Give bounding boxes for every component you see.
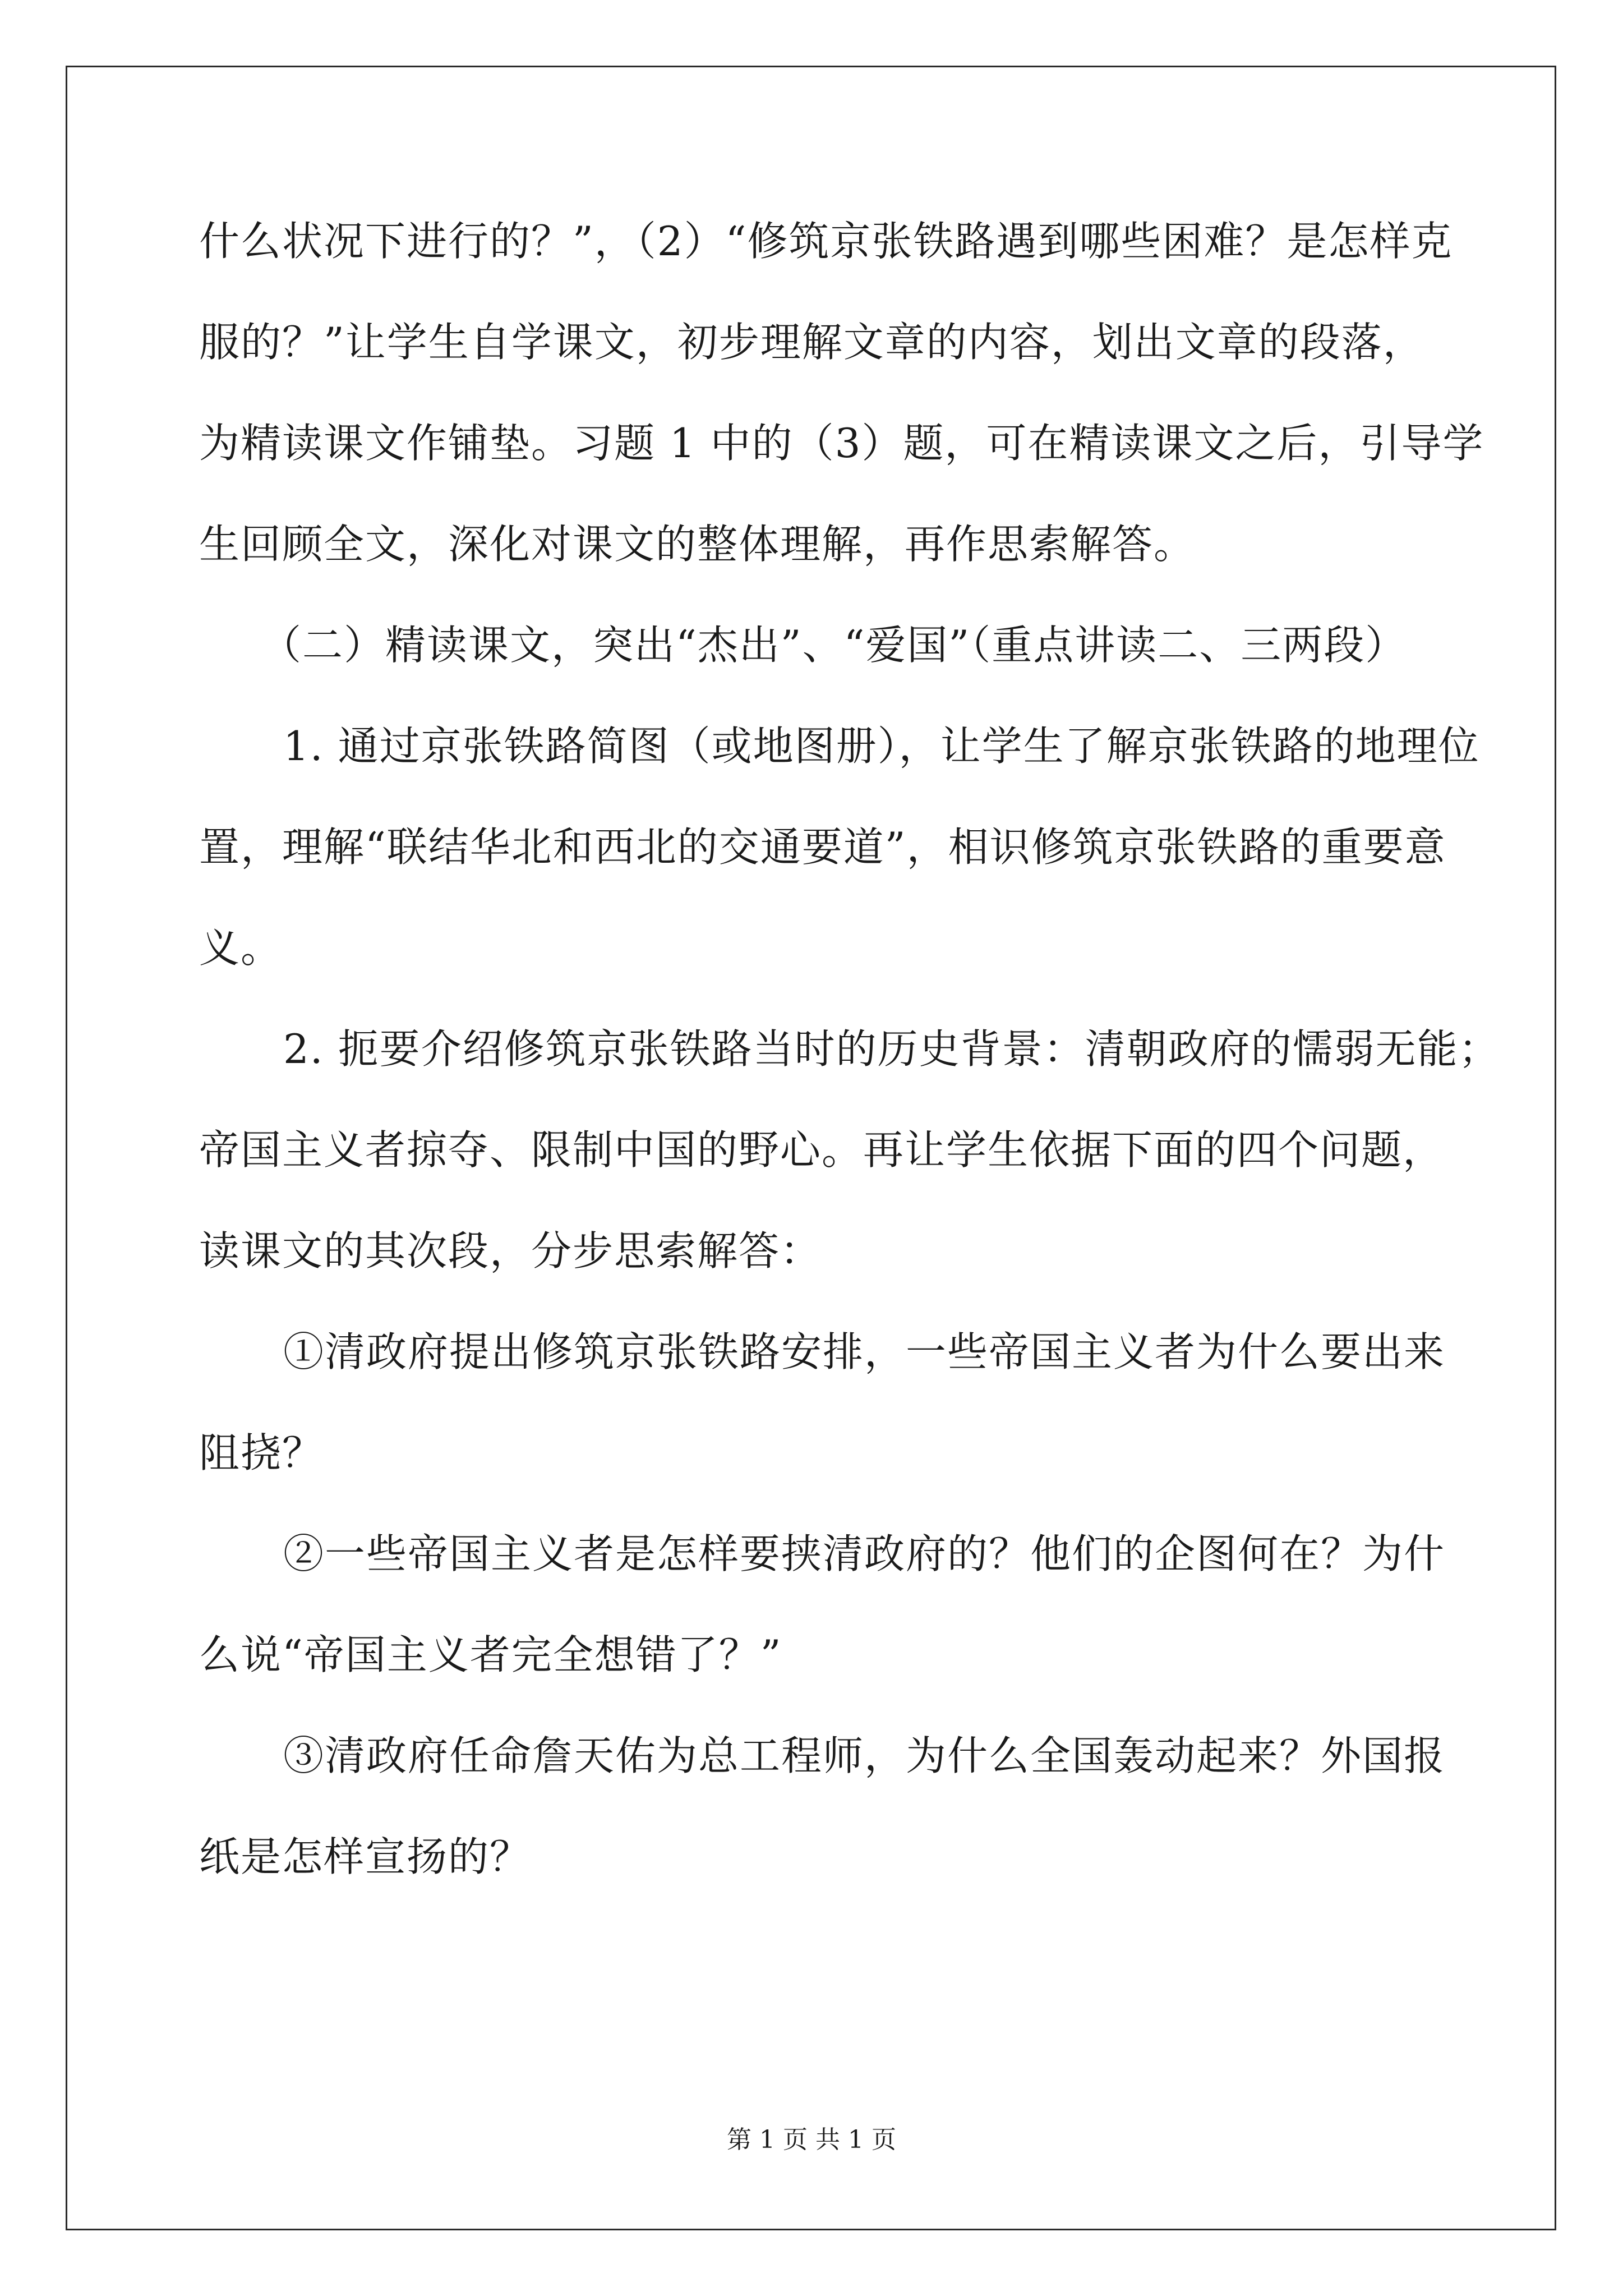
text-line: 服的？”让学生自学课文，初步理解文章的内容，划出文章的段落，	[199, 319, 1424, 366]
text-line: 么说“帝国主义者完全想错了？”	[199, 1631, 782, 1678]
text-line: 置，理解“联结华北和西北的交通要道”，相识修筑京张铁路的重要意	[199, 823, 1446, 871]
text-line: 2. 扼要介绍修筑京张铁路当时的历史背景：清朝政府的懦弱无能；	[283, 1025, 1500, 1073]
text-line: 帝国主义者掠夺、限制中国的野心。再让学生依据下面的四个问题，	[199, 1126, 1445, 1174]
text-line: 生回顾全文，深化对课文的整体理解，再作思索解答。	[199, 521, 1196, 568]
text-line: 为精读课文作铺垫。习题 1 中的（3）题，可在精读课文之后，引导学	[199, 420, 1484, 467]
text-line: ②一些帝国主义者是怎样要挟清政府的？他们的企图何在？为什	[283, 1530, 1446, 1577]
text-line: 义。	[199, 924, 283, 972]
text-line: 1. 通过京张铁路简图（或地图册），让学生了解京张铁路的地理位	[283, 723, 1480, 770]
text-line: 纸是怎样宣扬的？	[199, 1833, 532, 1880]
page-number-footer: 第 1 页 共 1 页	[727, 2125, 896, 2154]
text-line: 什么状况下进行的？”，（2）“修筑京张铁路遇到哪些困难？是怎样克	[199, 218, 1453, 265]
section-heading: （二）精读课文，突出“杰出”、“爱国”（重点讲读二、三两段）	[261, 622, 1407, 669]
text-line: 阻挠？	[199, 1429, 324, 1476]
text-line: ③清政府任命詹天佑为总工程师，为什么全国轰动起来？外国报	[283, 1732, 1446, 1779]
text-line: 读课文的其次段，分步思索解答：	[199, 1227, 822, 1274]
text-line: ①清政府提出修筑京张铁路安排，一些帝国主义者为什么要出来	[283, 1328, 1446, 1375]
